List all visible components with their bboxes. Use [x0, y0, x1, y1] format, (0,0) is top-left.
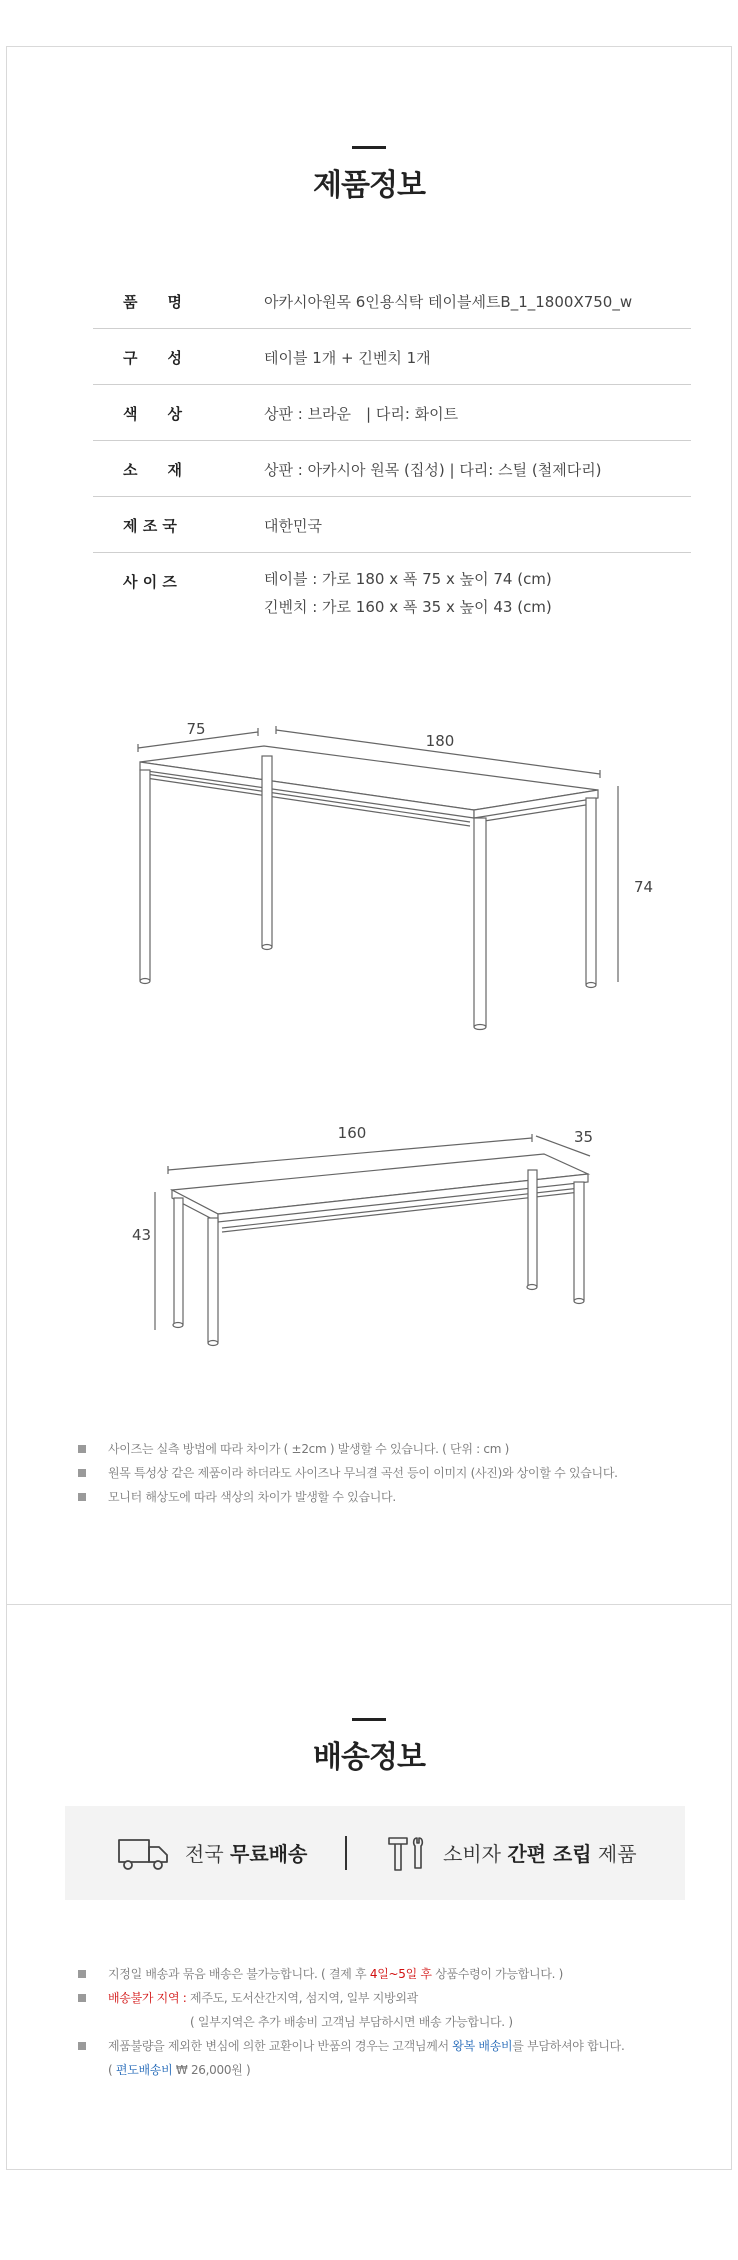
tools-icon [385, 1834, 429, 1874]
note-text: 제주도, 도서산간지역, 섬지역, 일부 지방외곽 [186, 1991, 418, 2005]
spec-row [93, 496, 691, 552]
title-accent-bar [352, 1718, 386, 1721]
note-continuation [78, 2010, 624, 2034]
spec-row [93, 328, 691, 384]
bench-dimension-diagram [0, 1100, 738, 1350]
spec-row [93, 440, 691, 496]
spec-label: 사 이 즈 [123, 572, 177, 591]
size-table-line: 테이블 : 가로 180 x 폭 75 x 높이 74 (cm) [264, 569, 552, 588]
note-item [78, 1461, 618, 1485]
spec-value [263, 552, 691, 650]
note-highlight: 왕복 배송비 [452, 2039, 513, 2053]
note-highlight: 배송불가 지역 : [108, 1991, 187, 2005]
spec-label: 소 재 [93, 440, 263, 496]
title-accent-bar [352, 146, 386, 149]
spec-label: 구 성 [93, 328, 263, 384]
table-width-label: 180 [425, 732, 455, 750]
spec-value: 상판 : 브라운 | 다리: 화이트 [263, 384, 691, 440]
spec-value: 상판 : 아카시아 원목 (집성) | 다리: 스틸 (철제다리) [263, 440, 691, 496]
note-item [78, 1437, 618, 1461]
spec-row [93, 384, 691, 440]
easy-assembly-suffix: 제품 [591, 1842, 637, 1866]
bullet-square-icon [78, 1994, 86, 2002]
spec-value: 테이블 1개 + 긴벤치 1개 [263, 328, 691, 384]
delivery-feature-box [65, 1806, 685, 1900]
easy-assembly-prefix: 소비자 [443, 1842, 508, 1866]
note-continuation [78, 2058, 624, 2082]
bench-depth-label: 35 [574, 1128, 594, 1146]
bench-width-label: 160 [337, 1124, 367, 1142]
free-shipping-bold: 무료배송 [230, 1842, 308, 1866]
note-text: ( 일부지역은 추가 배송비 고객님 부담하시면 배송 가능합니다. ) [190, 2015, 513, 2029]
delivery-info-title: 배송정보 [313, 1740, 425, 1775]
free-shipping-prefix: 전국 [185, 1842, 230, 1866]
bullet-square-icon [78, 1970, 86, 1978]
note-highlight: 4일~5일 후 [369, 1967, 432, 1981]
free-shipping-label [185, 1838, 307, 1867]
note-item [78, 1485, 618, 1509]
delivery-notes [78, 1962, 624, 2082]
note-text: 지정일 배송과 묶음 배송은 불가능합니다. ( 결제 후 [108, 1967, 370, 1981]
note-text: ₩ 26,000원 ) [172, 2063, 251, 2077]
note-text: 를 부담하셔야 합니다. [512, 2039, 625, 2053]
table-depth-label: 75 [186, 720, 206, 738]
spec-value: 대한민국 [263, 496, 691, 552]
spec-row [93, 552, 691, 650]
vertical-divider [345, 1836, 347, 1870]
bullet-square-icon [78, 1469, 86, 1477]
truck-icon [117, 1836, 171, 1872]
table-dimension-diagram [0, 700, 738, 1040]
table-height-label: 74 [634, 878, 654, 896]
note-highlight: 편도배송비 [115, 2063, 173, 2077]
note-text: ( [108, 2063, 116, 2077]
note-text: 모니터 해상도에 따라 색상의 차이가 발생할 수 있습니다. [108, 1490, 396, 1504]
section-divider [6, 1604, 732, 1605]
spec-row [93, 273, 691, 328]
bullet-square-icon [78, 1445, 86, 1453]
bench-height-label: 43 [132, 1226, 152, 1244]
note-text: 제품불량을 제외한 변심에 의한 교환이나 반품의 경우는 고객님께서 [108, 2039, 453, 2053]
bullet-square-icon [78, 2042, 86, 2050]
easy-assembly-label [443, 1838, 637, 1867]
spec-label: 색 상 [93, 384, 263, 440]
size-notes [78, 1437, 618, 1509]
spec-table [93, 273, 691, 650]
spec-label: 제 조 국 [93, 496, 263, 552]
note-text: 상품수령이 가능합니다. ) [431, 1967, 564, 1981]
easy-assembly-bold: 간편 조립 [507, 1842, 592, 1866]
spec-value: 아카시아원목 6인용식탁 테이블세트B_1_1800X750_w [263, 273, 691, 328]
note-item [78, 2034, 624, 2058]
bullet-square-icon [78, 1493, 86, 1501]
spec-label: 품 명 [93, 273, 263, 328]
note-item [78, 1962, 624, 1986]
note-text: 사이즈는 실측 방법에 따라 차이가 ( ±2cm ) 발생할 수 있습니다. ( 단위 : cm ) [108, 1442, 509, 1456]
size-bench-line: 긴벤치 : 가로 160 x 폭 35 x 높이 43 (cm) [264, 597, 552, 616]
note-item [78, 1986, 624, 2010]
product-info-title: 제품정보 [313, 168, 425, 203]
note-text: 원목 특성상 같은 제품이라 하더라도 사이즈나 무늬결 곡선 등이 이미지 (사진)와 상이할 수 있습니다. [108, 1466, 618, 1480]
